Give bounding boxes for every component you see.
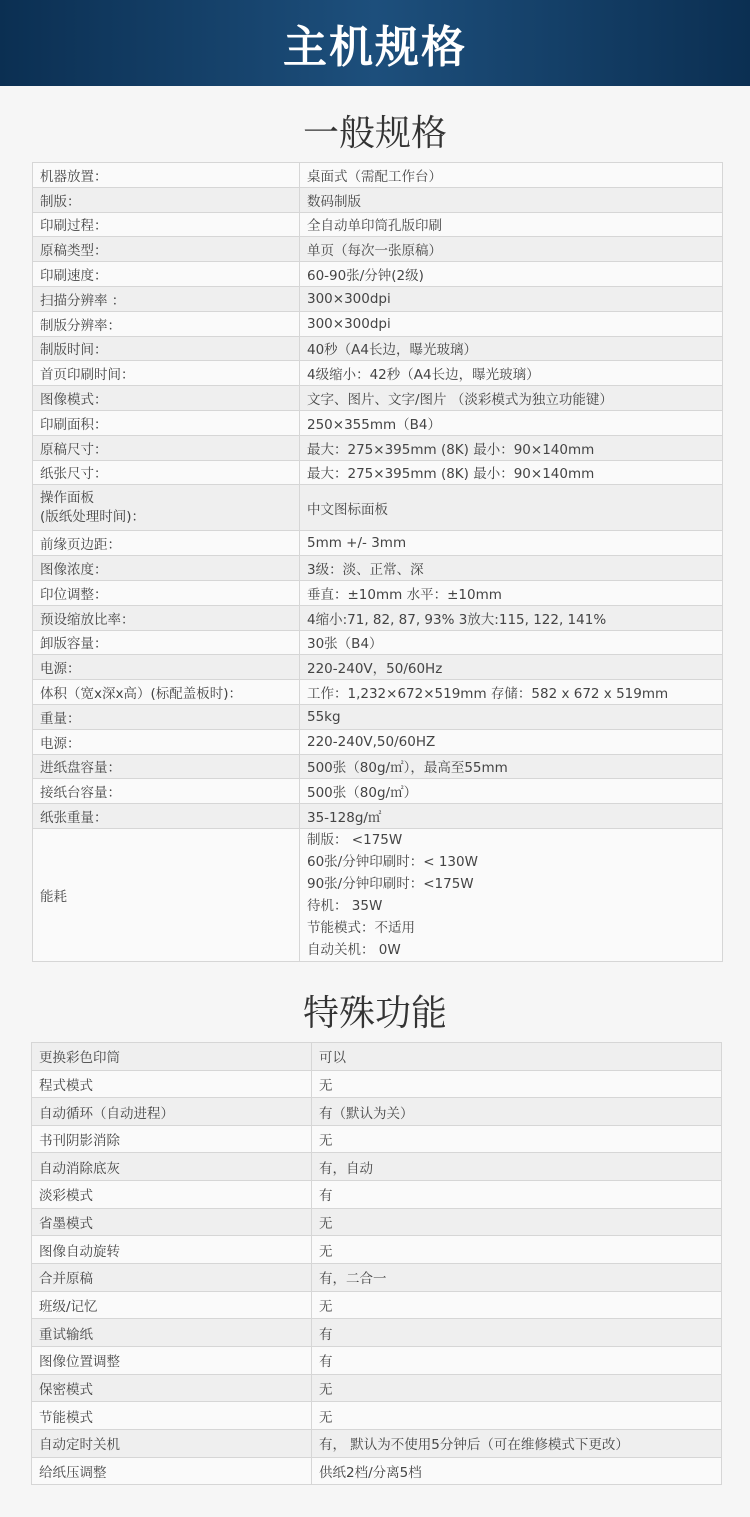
spec-label: 自动循环（自动进程） bbox=[32, 1098, 312, 1126]
spec-label: 纸张重量： bbox=[33, 804, 300, 829]
table-row bbox=[33, 605, 723, 630]
table-row bbox=[33, 460, 723, 485]
spec-label: 印刷速度： bbox=[33, 262, 300, 287]
spec-label: 卸版容量： bbox=[33, 630, 300, 655]
table-row bbox=[32, 1319, 722, 1347]
energy-line: 制版： <175W bbox=[307, 831, 403, 848]
spec-value: 220-240V，50/60Hz bbox=[300, 655, 723, 680]
table-row bbox=[32, 1429, 722, 1457]
spec-label: 印刷过程： bbox=[33, 212, 300, 237]
spec-label-line: (版纸处理时间)： bbox=[40, 508, 146, 525]
spec-label: 合并原稿 bbox=[32, 1264, 312, 1292]
table-row bbox=[32, 1070, 722, 1098]
spec-label: 班级/记忆 bbox=[32, 1291, 312, 1319]
table-row bbox=[33, 704, 723, 729]
table-row bbox=[33, 556, 723, 581]
spec-label: 程式模式 bbox=[32, 1070, 312, 1098]
spec-value: 有（默认为关） bbox=[312, 1098, 722, 1126]
spec-label: 电源： bbox=[33, 729, 300, 754]
special-features-table bbox=[31, 1042, 722, 1485]
spec-value: 最大：275×395mm (8K) 最小：90×140mm bbox=[300, 460, 723, 485]
general-spec-table bbox=[32, 162, 723, 962]
spec-value: 有 bbox=[312, 1346, 722, 1374]
energy-values bbox=[300, 828, 723, 961]
spec-value: 300×300dpi bbox=[300, 311, 723, 336]
spec-label: 原稿尺寸： bbox=[33, 435, 300, 460]
table-row bbox=[33, 779, 723, 804]
table-row bbox=[32, 1125, 722, 1153]
spec-value: 桌面式（需配工作台） bbox=[300, 163, 723, 188]
special-features-title: 特殊功能 bbox=[302, 992, 447, 1034]
spec-label: 图像模式： bbox=[33, 386, 300, 411]
table-row bbox=[33, 386, 723, 411]
table-row bbox=[33, 262, 723, 287]
spec-label-line: 操作面板 bbox=[40, 489, 94, 506]
spec-value: 无 bbox=[312, 1291, 722, 1319]
page-title: 主机规格 bbox=[283, 22, 467, 73]
spec-label: 制版时间： bbox=[33, 336, 300, 361]
table-row bbox=[33, 435, 723, 460]
spec-label: 保密模式 bbox=[32, 1374, 312, 1402]
spec-value: 无 bbox=[312, 1125, 722, 1153]
spec-value: 30张（B4） bbox=[300, 630, 723, 655]
spec-label: 前缘页边距： bbox=[33, 531, 300, 556]
spec-label: 图像浓度： bbox=[33, 556, 300, 581]
table-row bbox=[32, 1402, 722, 1430]
table-row bbox=[33, 531, 723, 556]
spec-label: 更换彩色印筒 bbox=[32, 1042, 312, 1070]
spec-label: 纸张尺寸： bbox=[33, 460, 300, 485]
spec-value: 无 bbox=[312, 1208, 722, 1236]
spec-value: 中文图标面板 bbox=[300, 485, 723, 531]
spec-value: 无 bbox=[312, 1374, 722, 1402]
table-row bbox=[32, 1346, 722, 1374]
spec-label: 图像位置调整 bbox=[32, 1346, 312, 1374]
table-row bbox=[32, 1153, 722, 1181]
table-row bbox=[32, 1264, 722, 1292]
spec-label bbox=[33, 485, 300, 531]
spec-label: 印位调整： bbox=[33, 580, 300, 605]
table-row bbox=[32, 1457, 722, 1485]
spec-value: 有 bbox=[312, 1319, 722, 1347]
energy-line: 60张/分钟印刷时：< 130W bbox=[307, 853, 478, 870]
spec-label: 印刷面积： bbox=[33, 410, 300, 435]
energy-line: 节能模式：不适用 bbox=[307, 919, 415, 936]
spec-value: 最大：275×395mm (8K) 最小：90×140mm bbox=[300, 435, 723, 460]
spec-label: 体积（宽x深x高）(标配盖板时)： bbox=[33, 680, 300, 705]
spec-label: 机器放置： bbox=[33, 163, 300, 188]
table-row bbox=[33, 655, 723, 680]
table-row bbox=[33, 311, 723, 336]
table-row bbox=[33, 804, 723, 829]
spec-value: 35-128g/㎡ bbox=[300, 804, 723, 829]
spec-label: 进纸盘容量： bbox=[33, 754, 300, 779]
spec-value: 3级：淡、正常、深 bbox=[300, 556, 723, 581]
spec-label: 接纸台容量： bbox=[33, 779, 300, 804]
table-row bbox=[33, 336, 723, 361]
spec-value: 无 bbox=[312, 1236, 722, 1264]
spec-value: 500张（80g/㎡） bbox=[300, 779, 723, 804]
table-row bbox=[33, 361, 723, 386]
header-banner bbox=[0, 0, 750, 86]
spec-value: 垂直：±10mm 水平：±10mm bbox=[300, 580, 723, 605]
spec-value: 4级缩小：42秒（A4长边，曝光玻璃） bbox=[300, 361, 723, 386]
spec-value: 250×355mm（B4） bbox=[300, 410, 723, 435]
spec-label: 自动定时关机 bbox=[32, 1429, 312, 1457]
table-row bbox=[32, 1181, 722, 1209]
spec-value: 数码制版 bbox=[300, 187, 723, 212]
spec-label: 省墨模式 bbox=[32, 1208, 312, 1236]
table-row bbox=[33, 580, 723, 605]
spec-label: 电源： bbox=[33, 655, 300, 680]
spec-value: 单页（每次一张原稿） bbox=[300, 237, 723, 262]
spec-label: 扫描分辨率 ： bbox=[33, 286, 300, 311]
spec-value: 有，自动 bbox=[312, 1153, 722, 1181]
table-row bbox=[32, 1291, 722, 1319]
spec-label: 自动消除底灰 bbox=[32, 1153, 312, 1181]
spec-label: 淡彩模式 bbox=[32, 1181, 312, 1209]
table-row bbox=[33, 630, 723, 655]
spec-value: 有，二合一 bbox=[312, 1264, 722, 1292]
table-row bbox=[33, 237, 723, 262]
table-row bbox=[33, 754, 723, 779]
spec-label: 重量： bbox=[33, 704, 300, 729]
spec-value: 有 bbox=[312, 1181, 722, 1209]
spec-value: 无 bbox=[312, 1402, 722, 1430]
energy-line: 待机： 35W bbox=[307, 897, 383, 914]
spec-label: 首页印刷时间： bbox=[33, 361, 300, 386]
table-row bbox=[32, 1236, 722, 1264]
table-row bbox=[33, 286, 723, 311]
spec-label: 书刊阴影消除 bbox=[32, 1125, 312, 1153]
spec-value: 无 bbox=[312, 1070, 722, 1098]
spec-value: 文字、图片、文字/图片 （淡彩模式为独立功能键） bbox=[300, 386, 723, 411]
table-row bbox=[32, 1208, 722, 1236]
spec-label: 原稿类型： bbox=[33, 237, 300, 262]
spec-value: 有， 默认为不使用5分钟后（可在维修模式下更改） bbox=[312, 1429, 722, 1457]
table-row bbox=[33, 410, 723, 435]
table-row bbox=[32, 1098, 722, 1126]
spec-value: 300×300dpi bbox=[300, 286, 723, 311]
spec-label: 制版： bbox=[33, 187, 300, 212]
spec-value: 供纸2档/分离5档 bbox=[312, 1457, 722, 1485]
table-row bbox=[32, 1374, 722, 1402]
spec-label: 图像自动旋转 bbox=[32, 1236, 312, 1264]
spec-value: 500张（80g/㎡），最高至55mm bbox=[300, 754, 723, 779]
table-row bbox=[33, 729, 723, 754]
table-row bbox=[33, 828, 723, 961]
spec-value: 工作：1,232×672×519mm 存储：582 x 672 x 519mm bbox=[300, 680, 723, 705]
energy-line: 90张/分钟印刷时：<175W bbox=[307, 875, 474, 892]
general-spec-title: 一般规格 bbox=[302, 113, 447, 154]
spec-value: 4缩小:71, 82, 87, 93% 3放大:115, 122, 141% bbox=[300, 605, 723, 630]
spec-label: 能耗 bbox=[33, 828, 300, 961]
spec-value: 全自动单印筒孔版印刷 bbox=[300, 212, 723, 237]
energy-line: 自动关机： 0W bbox=[307, 941, 401, 958]
spec-value: 220-240V,50/60HZ bbox=[300, 729, 723, 754]
spec-label: 预设缩放比率： bbox=[33, 605, 300, 630]
spec-value: 60-90张/分钟(2级) bbox=[300, 262, 723, 287]
spec-value: 可以 bbox=[312, 1042, 722, 1070]
table-row bbox=[33, 680, 723, 705]
table-row bbox=[33, 485, 723, 531]
spec-label: 重试输纸 bbox=[32, 1319, 312, 1347]
spec-value: 55kg bbox=[300, 704, 723, 729]
table-row bbox=[33, 212, 723, 237]
spec-label: 节能模式 bbox=[32, 1402, 312, 1430]
table-row bbox=[32, 1042, 722, 1070]
spec-value: 5mm +/- 3mm bbox=[300, 531, 723, 556]
spec-label: 给纸压调整 bbox=[32, 1457, 312, 1485]
table-row bbox=[33, 187, 723, 212]
spec-label: 制版分辨率： bbox=[33, 311, 300, 336]
table-row bbox=[33, 163, 723, 188]
spec-value: 40秒（A4长边，曝光玻璃） bbox=[300, 336, 723, 361]
